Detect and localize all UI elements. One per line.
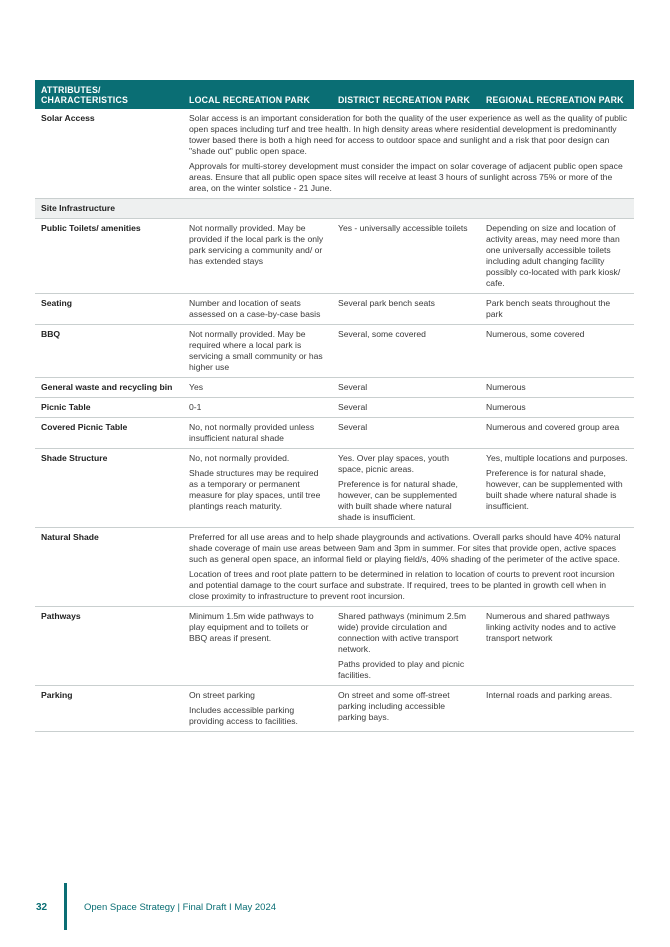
page-footer (36, 880, 436, 930)
cell-regional: Numerous and covered group area (480, 418, 634, 449)
row-seating (35, 294, 634, 325)
cell-regional: Park bench seats throughout the park (480, 294, 634, 325)
paragraph: Shared pathways (minimum 2.5m wide) provide circulation and connection with active transport network. (338, 611, 466, 654)
header-regional: REGIONAL RECREATION PARK (480, 80, 634, 109)
row-label: Pathways (35, 607, 183, 686)
row-parking (35, 686, 634, 732)
header-district: DISTRICT RECREATION PARK (332, 80, 480, 109)
natural-shade-text (183, 528, 634, 607)
header-attributes: ATTRIBUTES/ CHARACTERISTICS (35, 80, 183, 109)
row-label: Picnic Table (35, 398, 183, 418)
cell-local: Not normally provided. May be required where a local park is servicing a small community or has higher use (183, 325, 332, 378)
paragraph: Location of trees and root plate pattern to be determined in relation to location of courts to prevent root incursion and potential damage to the court surface and substrate. If required, trees to be planted in growth cell when in close proximity to infrastructure to prevent root incursion. (189, 569, 615, 601)
cell-regional: Internal roads and parking areas. (480, 686, 634, 732)
cell-regional: Numerous, some covered (480, 325, 634, 378)
row-label: Public Toilets/ amenities (35, 219, 183, 294)
cell-local: Yes (183, 378, 332, 398)
cell-local: Number and location of seats assessed on a case-by-case basis (183, 294, 332, 325)
table-header-row (35, 80, 634, 109)
paragraph: Preferred for all use areas and to help shade playgrounds and activations. Overall parks should have 40% natural shade coverage of main use areas between 9am and 3pm in summer. For sites that provide open, active spaces such as general open space, an informal field or playing field/s, 40% shading of the perimeter of the active space. (189, 532, 621, 564)
cell-district: Several (332, 398, 480, 418)
solar-access-text (183, 109, 634, 199)
row-solar-access (35, 109, 634, 199)
cell-local: 0-1 (183, 398, 332, 418)
section-label: Site Infrastructure (35, 199, 634, 219)
cell-regional (480, 449, 634, 528)
header-local: LOCAL RECREATION PARK (183, 80, 332, 109)
cell-local: No, not normally provided unless insufficient natural shade (183, 418, 332, 449)
footer-title: Open Space Strategy | Final Draft I May 2024 (84, 902, 277, 913)
cell-district: Several (332, 378, 480, 398)
cell-regional: Depending on size and location of activity areas, may need more than one universally accessible toilets including adult changing facility possibly co-located with park kiosk/ cafe. (480, 219, 634, 294)
cell-district: Several (332, 418, 480, 449)
row-label: General waste and recycling bin (35, 378, 183, 398)
cell-district: Yes - universally accessible toilets (332, 219, 480, 294)
section-site-infrastructure (35, 199, 634, 219)
row-public-toilets (35, 219, 634, 294)
cell-local (183, 449, 332, 528)
cell-district: Several park bench seats (332, 294, 480, 325)
attributes-table (35, 80, 634, 732)
cell-district: Several, some covered (332, 325, 480, 378)
paragraph: Approvals for multi-storey development must consider the impact on solar coverage of adjacent public open space areas. Ensure that all public open space sites will receive at least 3 hours of sunlight across 75% or more of the area, on the winter solstice - 21 June. (189, 161, 623, 193)
row-label: Natural Shade (35, 528, 183, 607)
cell-local (183, 686, 332, 732)
row-picnic-table (35, 398, 634, 418)
row-label: Shade Structure (35, 449, 183, 528)
row-label: Solar Access (35, 109, 183, 199)
row-label: BBQ (35, 325, 183, 378)
paragraph: Solar access is an important consideration for both the quality of the user experience as well as the quality of public open spaces including turf and tree health. In high density areas where residential development is predominantly tower based there is both a high need for access to outdoor space and sunlight and a risk that poor design can "shade out" public open space. (189, 113, 628, 156)
row-covered-picnic-table (35, 418, 634, 449)
paragraph: Yes, multiple locations and purposes. (486, 453, 628, 463)
paragraph: No, not normally provided. (189, 453, 290, 463)
paragraph: Preference is for natural shade, however, can be supplemented with built shade where natural shade is insufficient. (486, 468, 623, 511)
row-label: Seating (35, 294, 183, 325)
row-waste-bin (35, 378, 634, 398)
cell-regional: Numerous (480, 398, 634, 418)
footer-divider (64, 883, 67, 930)
row-natural-shade (35, 528, 634, 607)
cell-local: Not normally provided. May be provided if the local park is the only park servicing a community and/ or has extended stays (183, 219, 332, 294)
paragraph: Preference is for natural shade, however, can be supplemented with built shade where natural shade is insufficient. (338, 479, 458, 522)
cell-regional: Numerous (480, 378, 634, 398)
row-label: Covered Picnic Table (35, 418, 183, 449)
paragraph: On street parking (189, 690, 255, 700)
page-number: 32 (36, 902, 48, 913)
cell-district (332, 607, 480, 686)
paragraph: Includes accessible parking providing access to facilities. (189, 705, 298, 726)
cell-district (332, 449, 480, 528)
cell-local: Minimum 1.5m wide pathways to play equipment and to toilets or BBQ areas if present. (183, 607, 332, 686)
row-pathways (35, 607, 634, 686)
cell-regional: Numerous and shared pathways linking activity nodes and to active transport network (480, 607, 634, 686)
paragraph: Paths provided to play and picnic facilities. (338, 659, 465, 680)
paragraph: Shade structures may be required as a temporary or permanent measure for play spaces, until tree plantings reach maturity. (189, 468, 321, 511)
row-label: Parking (35, 686, 183, 732)
row-bbq (35, 325, 634, 378)
row-shade-structure (35, 449, 634, 528)
cell-district: On street and some off-street parking including accessible parking bays. (332, 686, 480, 732)
paragraph: Yes. Over play spaces, youth space, picnic areas. (338, 453, 449, 474)
